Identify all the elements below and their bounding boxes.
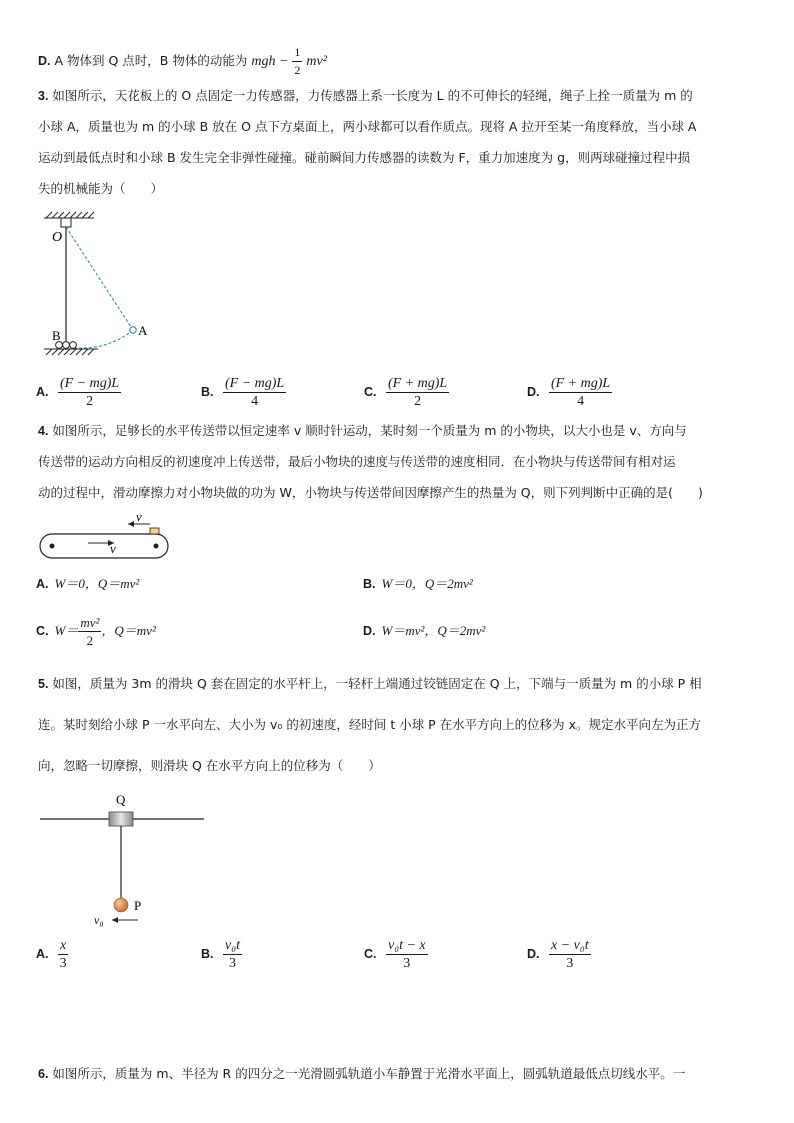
q5-option-b-num: v₀t	[224, 938, 240, 953]
q4-option-c-tail: ，Q＝mv²	[101, 622, 156, 638]
q4-option-d[interactable]	[363, 622, 485, 640]
q3-option-b[interactable]	[201, 375, 286, 410]
q2-option-d-fraction	[292, 44, 302, 79]
q3-option-a[interactable]	[36, 375, 121, 410]
q4-option-a[interactable]	[36, 575, 139, 593]
label-block-v: v	[136, 510, 142, 524]
label-o: O	[52, 230, 63, 245]
q3-option-d-num: (F + mg)L	[550, 376, 611, 391]
q4-option-a-label: A.	[36, 577, 49, 591]
label-b: B	[52, 328, 61, 343]
label-q: Q	[116, 792, 126, 807]
ball-b-adjacent-2	[70, 342, 77, 349]
q3-option-c-label: C.	[364, 384, 377, 399]
q4-option-c-lead: W＝	[54, 622, 79, 638]
q4-line-3: 动的过程中，滑动摩擦力对小物块做的功为 W，小物块与传送带间因摩擦产生的热量为 Q，则下列判断中正确的是( )	[38, 485, 703, 500]
q3-option-d[interactable]	[527, 375, 612, 410]
label-v0: v₀	[94, 913, 104, 927]
q5-line-1	[38, 675, 702, 693]
q4-option-d-text: W＝mv²，Q＝2mv²	[381, 623, 486, 638]
label-p: P	[134, 898, 142, 913]
q4-option-b-label: B.	[363, 577, 376, 591]
q5-option-c-num: v₀t − x	[387, 938, 426, 953]
q3-text-1: 如图所示，天花板上的 O 点固定一力传感器，力传感器上系一长度为 L 的不可伸长的轻绳，绳子上拴一质量为 m 的	[52, 88, 693, 103]
q4-text-1: 如图所示，足够长的水平传送带以恒定速率 v 顺时针运动，某时刻一个质量为 m 的小物块，以大小也是 v、方向与	[52, 423, 687, 438]
q4-line-1	[38, 422, 687, 440]
q5-option-a[interactable]	[36, 937, 68, 972]
q3-line-1	[38, 87, 693, 105]
q5-option-d-label: D.	[527, 946, 540, 961]
right-roller-axle	[154, 544, 159, 549]
q4-option-a-text: W＝0，Q＝mv²	[54, 576, 140, 591]
q2-option-d-frac-num: 1	[292, 44, 302, 62]
q2-option-d-formula-tail: mv²	[306, 54, 327, 69]
slider-q	[109, 812, 133, 826]
q5-option-b-den: 3	[228, 956, 236, 971]
swung-string	[66, 227, 133, 330]
q3-option-a-den: 2	[86, 394, 94, 409]
q5-line-2: 连。某时刻给小球 P 一水平向左、大小为 v₀ 的初速度，经时间 t 小球 P 在水平方向上的位移为 x。规定水平向左为正方	[38, 717, 702, 732]
q4-conveyor-diagram	[38, 510, 178, 562]
q2-option-d-text: A 物体到 Q 点时，B 物体的动能为	[54, 53, 248, 68]
q5-option-d-den: 3	[566, 956, 574, 971]
q4-line-2: 传送带的运动方向相反的初速度冲上传送带，最后小物块的速度与传送带的速度相同．在小物块与传送带间有相对运	[38, 454, 676, 469]
label-a: A	[138, 323, 148, 338]
q3-option-b-num: (F − mg)L	[224, 376, 285, 391]
q6-number: 6.	[38, 1067, 49, 1081]
q3-line-3: 运动到最低点时和小球 B 发生完全非弹性碰撞。碰前瞬间力传感器的读数为 F，重力加速度为 g，则两球碰撞过程中损	[38, 150, 691, 165]
q3-line-4: 失的机械能为（ ）	[38, 181, 164, 196]
ceiling-hatch	[44, 212, 94, 218]
q4-option-b-text: W＝0，Q＝2mv²	[381, 576, 473, 591]
q3-option-b-label: B.	[201, 384, 214, 399]
swing-arc	[74, 330, 133, 348]
force-sensor	[61, 218, 71, 227]
q5-option-a-label: A.	[36, 946, 49, 961]
q3-option-b-den: 4	[251, 394, 259, 409]
left-roller-axle	[50, 544, 55, 549]
block-velocity-arrowhead	[128, 521, 134, 527]
label-belt-v: v	[110, 541, 116, 556]
q4-option-b[interactable]	[363, 575, 473, 593]
q3-line-2: 小球 A，质量也为 m 的小球 B 放在 O 点下方桌面上，两小球都可以看作质点。现将 A 拉开至某一角度释放，当小球 A	[38, 119, 697, 134]
q5-option-a-den: 3	[59, 956, 67, 971]
q5-line-3: 向，忽略一切摩擦，则滑块 Q 在水平方向上的位移为（ ）	[38, 758, 381, 773]
q2-option-d-frac-den: 2	[294, 63, 301, 77]
ball-p	[114, 898, 128, 912]
v0-arrowhead	[112, 917, 118, 923]
q5-option-a-num: x	[59, 938, 67, 953]
q5-option-d-num: x − v₀t	[550, 938, 589, 953]
q5-text-1: 如图，质量为 3m 的滑块 Q 套在固定的水平杆上，一轻杆上端通过铰链固定在 Q 上，下端与一质量为 m 的小球 P 相	[52, 676, 702, 691]
q3-option-a-label: A.	[36, 384, 49, 399]
q3-option-c-den: 2	[414, 394, 422, 409]
q3-pendulum-diagram	[38, 208, 168, 368]
q2-option-d	[38, 44, 327, 79]
q5-slider-diagram	[38, 790, 208, 930]
q3-option-d-label: D.	[527, 384, 540, 399]
q5-number: 5.	[38, 677, 49, 691]
q3-option-a-num: (F − mg)L	[59, 376, 120, 391]
ball-a	[130, 327, 136, 333]
q4-option-d-label: D.	[363, 624, 376, 638]
ball-b	[63, 342, 70, 349]
q4-option-c-num: mv²	[80, 615, 100, 630]
q4-number: 4.	[38, 424, 49, 438]
table-hatch	[44, 349, 98, 355]
small-block	[150, 528, 159, 534]
q5-option-d[interactable]	[527, 937, 591, 972]
q6-text: 如图所示，质量为 m、半径为 R 的四分之一光滑圆弧轨道小车静置于光滑水平面上，圆弧轨道最低点切线水平。一	[52, 1066, 686, 1081]
q2-option-d-label: D.	[38, 54, 51, 68]
q4-option-c[interactable]	[36, 614, 156, 649]
q5-option-b[interactable]	[201, 937, 242, 972]
q3-option-c-num: (F + mg)L	[387, 376, 448, 391]
q5-option-c-label: C.	[364, 946, 377, 961]
q3-option-c[interactable]	[364, 375, 449, 410]
q4-option-c-label: C.	[36, 623, 49, 638]
q2-option-d-formula-lead: mgh −	[251, 54, 289, 69]
q4-option-c-den: 2	[86, 633, 94, 648]
question-6	[38, 1065, 685, 1083]
q5-option-c-den: 3	[403, 956, 411, 971]
q5-option-b-label: B.	[201, 946, 214, 961]
q5-option-c[interactable]	[364, 937, 428, 972]
q3-number: 3.	[38, 89, 49, 103]
q3-option-d-den: 4	[577, 394, 585, 409]
